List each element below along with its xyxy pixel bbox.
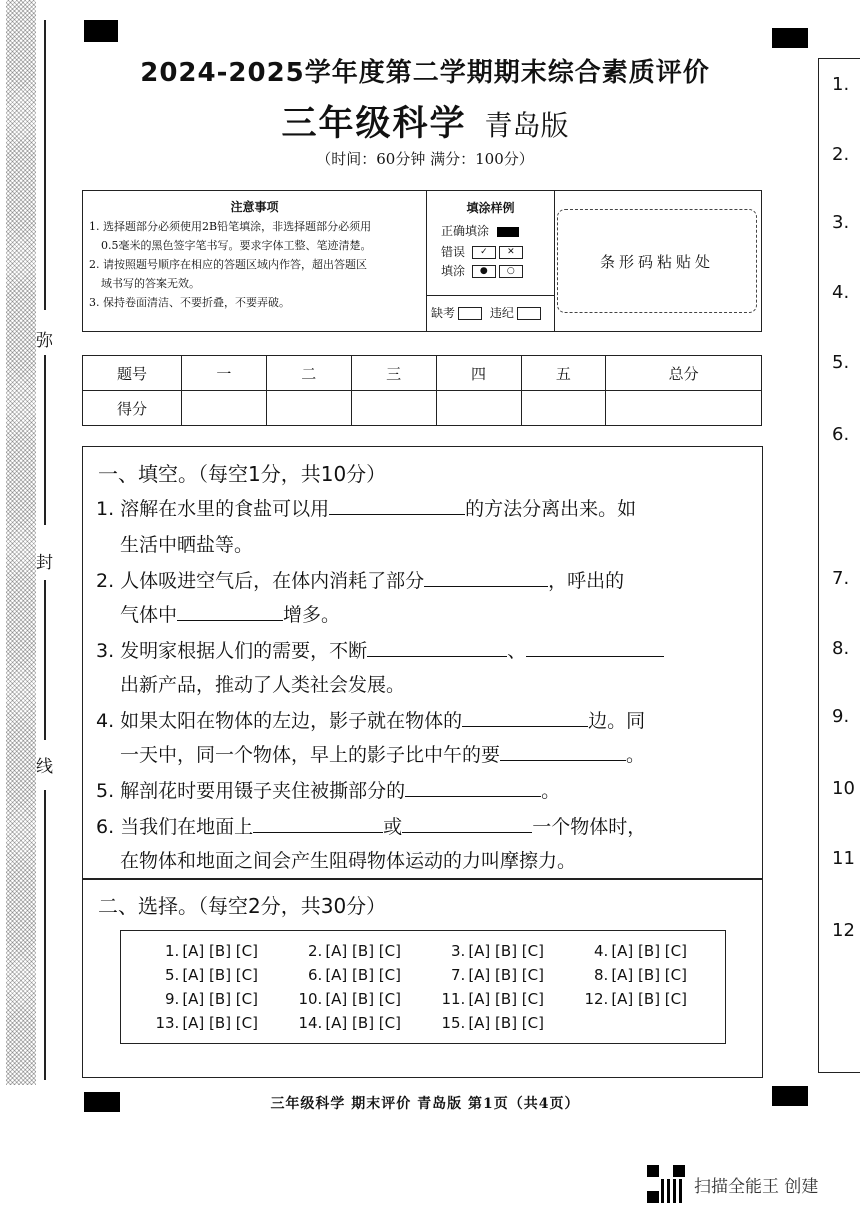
score-row — [83, 391, 762, 426]
notes-line: 1. 选择题部分必须使用2B铅笔填涂，非选择题部分必须用 — [89, 220, 372, 233]
choice-item[interactable] — [264, 1011, 407, 1035]
seal-char-xian: 线 — [36, 757, 53, 777]
question-text: 边。同 — [588, 710, 646, 732]
check-mark-icon: ✓ — [472, 246, 496, 259]
choice-item[interactable] — [407, 987, 550, 1011]
violation-checkbox[interactable] — [517, 307, 541, 320]
choice-answer-box — [120, 930, 726, 1044]
question-text: 。 — [626, 744, 646, 766]
registration-mark — [84, 20, 118, 42]
circle-mark-icon: ○ — [499, 265, 523, 278]
choice-number: 8. — [594, 966, 609, 984]
answer-blank[interactable] — [500, 738, 626, 761]
choice-item[interactable] — [550, 987, 693, 1011]
choice-options[interactable]: [A] [B] [C] — [325, 1014, 401, 1032]
sample-heading: 填涂样例 — [466, 201, 515, 215]
choice-item[interactable] — [264, 987, 407, 1011]
choice-options[interactable]: [A] [B] [C] — [468, 966, 544, 984]
page-footer: 三年级科学 期末评价 青岛版 第1页（共4页） — [270, 1096, 580, 1112]
barcode-area: 条形码粘贴处 — [557, 209, 757, 313]
answer-blank[interactable] — [405, 774, 541, 797]
choice-options[interactable]: [A] [B] [C] — [182, 966, 258, 984]
answer-blank[interactable] — [462, 704, 588, 727]
choice-item[interactable] — [407, 1011, 550, 1035]
score-header-cell: 三 — [351, 356, 436, 391]
notes-line: 0.5毫米的黑色签字笔书写。要求字体工整、笔迹清楚。 — [101, 239, 372, 252]
choice-number: 7. — [451, 966, 466, 984]
answer-blank[interactable] — [526, 634, 664, 657]
question-text: 一个物体时， — [532, 816, 647, 838]
choice-number: 6. — [308, 966, 323, 984]
sample-correct-row — [441, 222, 554, 239]
choice-row — [121, 963, 725, 987]
binding-line — [44, 580, 46, 740]
question-text: 3. 发明家根据人们的需要，不断 — [96, 640, 368, 662]
subject-title: 三年级科学 — [281, 104, 467, 144]
question-text: 2. 人体吸进空气后，在体内消耗了部分 — [96, 570, 425, 592]
choice-options[interactable]: [A] [B] [C] — [325, 966, 401, 984]
question-1-cont: 生活中晒盐等。 — [120, 534, 254, 556]
question-text: 气体中 — [120, 604, 178, 626]
question-4 — [96, 704, 645, 738]
score-cell[interactable] — [182, 391, 267, 426]
fill-sample-panel — [427, 191, 555, 331]
scanner-watermark — [646, 1164, 818, 1204]
score-cell[interactable] — [606, 391, 762, 426]
choice-number: 1. — [165, 942, 180, 960]
choice-number: 11. — [441, 990, 466, 1008]
question-3-cont: 出新产品，推动了人类社会发展。 — [120, 674, 406, 696]
question-5 — [96, 774, 560, 808]
answer-blank[interactable] — [253, 810, 383, 833]
question-text: 。 — [541, 780, 561, 802]
binding-line — [44, 355, 46, 525]
choice-item[interactable] — [121, 963, 264, 987]
question-3 — [96, 634, 664, 668]
choice-item[interactable] — [407, 939, 550, 963]
question-4-cont — [120, 738, 645, 772]
choice-item[interactable] — [550, 939, 693, 963]
question-2 — [96, 564, 624, 598]
choice-options[interactable]: [A] [B] [C] — [611, 942, 687, 960]
answer-blank[interactable] — [367, 634, 507, 657]
next-page-question-number: 7. — [832, 568, 850, 589]
choice-number: 9. — [165, 990, 180, 1008]
next-page-question-number: 12 — [832, 920, 855, 941]
section-divider — [82, 878, 763, 880]
notes-line: 域书写的答案无效。 — [101, 277, 200, 290]
sample-wrong-label: 错误 — [441, 245, 466, 259]
filled-mark-icon — [497, 227, 519, 237]
section2-heading: 二、选择。（每空2分，共30分） — [98, 894, 387, 918]
registration-mark — [772, 28, 808, 48]
choice-options[interactable]: [A] [B] [C] — [468, 942, 544, 960]
registration-mark — [772, 1086, 808, 1106]
choice-number: 13. — [155, 1014, 180, 1032]
question-text: 的方法分离出来。如 — [465, 498, 637, 520]
dot-mark-icon: ● — [472, 265, 496, 278]
question-text: ，呼出的 — [548, 570, 625, 592]
seal-char-feng: 封 — [36, 553, 53, 573]
score-cell[interactable] — [351, 391, 436, 426]
answer-blank[interactable] — [424, 564, 548, 587]
score-header-cell: 二 — [266, 356, 351, 391]
question-text: 5. 解剖花时要用镊子夹住被撕部分的 — [96, 780, 406, 802]
binding-margin-hatch — [6, 0, 36, 1085]
sample-correct-label: 正确填涂 — [441, 224, 490, 238]
answer-blank[interactable] — [329, 492, 465, 515]
score-header-row — [83, 356, 762, 391]
question-text: 一天中，同一个物体，早上的影子比中午的要 — [120, 744, 501, 766]
choice-options[interactable]: [A] [B] [C] — [468, 990, 544, 1008]
next-page-question-number: 10 — [832, 778, 855, 799]
choice-number: 10. — [298, 990, 323, 1008]
question-text: 4. 如果太阳在物体的左边，影子就在物体的 — [96, 710, 463, 732]
sample-divider — [427, 295, 555, 296]
choice-number: 14. — [298, 1014, 323, 1032]
exam-title: 2024-2025学年度第二学期期末综合素质评价 — [140, 58, 710, 88]
sample-wrong-row-2 — [441, 262, 554, 279]
notes-line: 2. 请按照题号顺序在相应的答题区域内作答，超出答题区 — [89, 258, 367, 271]
next-page-question-number: 3. — [832, 212, 850, 233]
sample-wrong-row — [441, 243, 554, 260]
next-page-question-number: 2. — [832, 144, 850, 165]
answer-blank[interactable] — [177, 598, 283, 621]
absent-violation-row — [431, 304, 541, 321]
binding-line — [44, 790, 46, 1080]
score-header-cell: 总分 — [606, 356, 762, 391]
answer-blank[interactable] — [402, 810, 532, 833]
exam-info: （时间：60分钟 满分：100分） — [316, 150, 534, 168]
notes-heading: 注意事项 — [230, 200, 279, 214]
score-header-cell: 题号 — [83, 356, 182, 391]
score-cell[interactable] — [266, 391, 351, 426]
choice-number: 2. — [308, 942, 323, 960]
choice-item[interactable] — [264, 963, 407, 987]
choice-item[interactable] — [550, 963, 693, 987]
choice-options[interactable]: [A] [B] [C] — [611, 966, 687, 984]
choice-number: 3. — [451, 942, 466, 960]
choice-options[interactable]: [A] [B] [C] — [611, 990, 687, 1008]
question-text: 、 — [507, 640, 527, 662]
score-cell[interactable] — [436, 391, 521, 426]
choice-row — [121, 939, 725, 963]
choice-options[interactable]: [A] [B] [C] — [325, 990, 401, 1008]
score-header-cell: 一 — [182, 356, 267, 391]
sample-wrong-label-2: 填涂 — [441, 264, 466, 278]
section1-heading: 一、填空。（每空1分，共10分） — [98, 462, 387, 486]
choice-number: 5. — [165, 966, 180, 984]
notes-line: 3. 保持卷面清洁、不要折叠，不要弄破。 — [89, 296, 290, 309]
question-text: 1. 溶解在水里的食盐可以用 — [96, 498, 330, 520]
edition-label: 青岛版 — [484, 109, 569, 142]
choice-item[interactable] — [121, 939, 264, 963]
question-text: 或 — [383, 816, 403, 838]
question-6-cont: 在物体和地面之间会产生阻碍物体运动的力叫摩擦力。 — [120, 850, 577, 872]
subject-line — [80, 96, 770, 146]
question-2-cont — [120, 598, 340, 632]
choice-options[interactable]: [A] [B] [C] — [182, 1014, 258, 1032]
notes-panel — [83, 191, 427, 331]
choice-number: 4. — [594, 942, 609, 960]
question-text: 增多。 — [283, 604, 341, 626]
next-page-question-number: 1. — [832, 74, 850, 95]
next-page-question-number: 6. — [832, 424, 850, 445]
question-1 — [96, 492, 636, 526]
choice-options[interactable]: [A] [B] [C] — [468, 1014, 544, 1032]
score-header-cell: 四 — [436, 356, 521, 391]
choice-number: 12. — [584, 990, 609, 1008]
next-page-question-number: 4. — [832, 282, 850, 303]
choice-options[interactable]: [A] [B] [C] — [325, 942, 401, 960]
qr-code-icon — [646, 1164, 686, 1204]
question-6 — [96, 810, 646, 844]
question-text: 6. 当我们在地面上 — [96, 816, 254, 838]
scanner-label: 扫描全能王 创建 — [694, 1176, 819, 1197]
choice-item[interactable] — [121, 1011, 264, 1035]
score-header-cell: 五 — [521, 356, 606, 391]
binding-line — [44, 20, 46, 310]
next-page-question-number: 5. — [832, 352, 850, 373]
choice-number: 15. — [441, 1014, 466, 1032]
cross-mark-icon: ✕ — [499, 246, 523, 259]
notes-box — [82, 190, 762, 332]
absent-checkbox[interactable] — [458, 307, 482, 320]
next-page-question-number: 8. — [832, 638, 850, 659]
choice-row — [121, 1011, 725, 1035]
seal-char-mi: 弥 — [36, 331, 53, 351]
violation-label: 违纪 — [489, 306, 514, 320]
choice-item[interactable] — [264, 939, 407, 963]
absent-label: 缺考 — [431, 306, 456, 320]
next-page-question-number: 11 — [832, 848, 855, 869]
choice-item[interactable] — [121, 987, 264, 1011]
next-page-question-number: 9. — [832, 706, 850, 727]
choice-options[interactable]: [A] [B] [C] — [182, 942, 258, 960]
score-row-label: 得分 — [83, 391, 182, 426]
score-table — [82, 355, 762, 426]
choice-row — [121, 987, 725, 1011]
score-cell[interactable] — [521, 391, 606, 426]
choice-grid — [121, 931, 725, 1035]
choice-options[interactable]: [A] [B] [C] — [182, 990, 258, 1008]
choice-item[interactable] — [407, 963, 550, 987]
